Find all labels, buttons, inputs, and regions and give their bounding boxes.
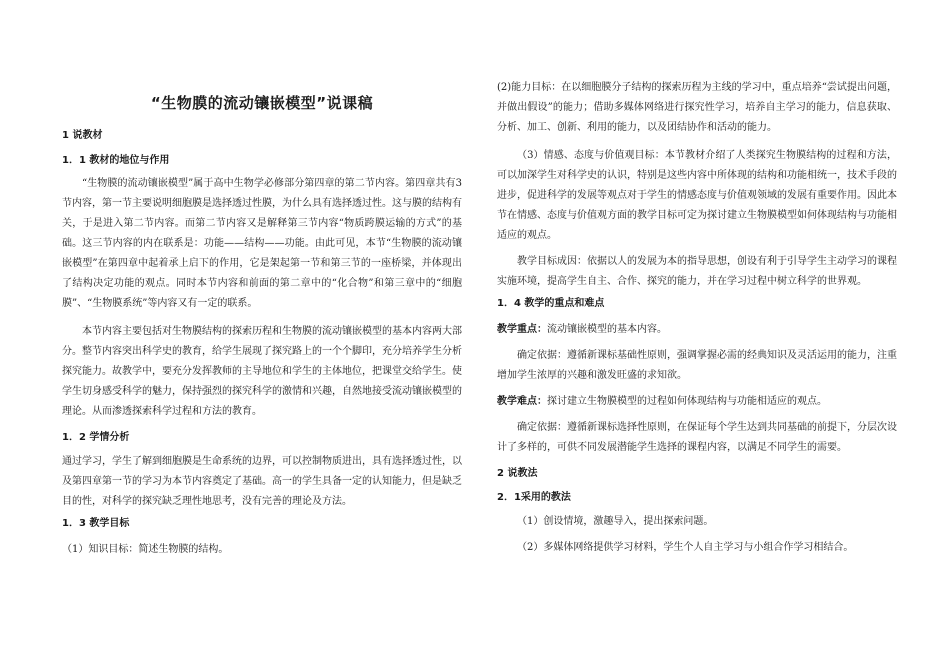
section-1-1-paragraph-2: 本节内容主要包括对生物膜结构的探索历程和生物膜的流动镶嵌模型的基本内容两大部分。整节内容突出科学史的教育，给学生展现了探究路上的一个个脚印，充分培养学生分析探究能力。故教学中，要充分发挥教师的主导地位和学生的主体地位，把课堂交给学生。使学生切身感受科学的魅力，保持强烈的探究科学的激情和兴趣，自然地接受流动镶嵌模型的理论。从而渗透探索科学过程和方法的教育。	[62, 326, 462, 417]
emotion-goal: （3）情感、态度与价值观目标：本节教材介绍了人类探究生物膜结构的过程和方法，可以加深学生对科学史的认识，特别是这些内容中所体现的结构和功能相统一，技术手段的进步，促进科学的发展等观点对于学生的情感态度与价值观领域的发展有重要作用。因此本节在情感、态度与价值观方面的教学目标可定为探讨建立生物膜模型如何体现结构与功能相适应的观点。	[497, 150, 897, 241]
difficult-point-label: 教学难点：	[497, 396, 547, 407]
method-1: （1）创设情境，激趣导入，提出探索问题。	[517, 516, 714, 527]
section-1-3-heading: 1．3 教学目标	[62, 518, 130, 529]
knowledge-goal: （1）知识目标：简述生物膜的结构。	[62, 544, 229, 555]
section-1-heading: 1 说教材	[62, 130, 103, 141]
section-1-1-heading: 1．1 教材的地位与作用	[62, 155, 170, 166]
section-1-1-paragraph-1: “生物膜的流动镶嵌模型”属于高中生物学必修部分第四章的第二节内容。第四章共有3节内容，第一节主要说明细胞膜是选择透过性膜，为什么具有选择透过性。这与膜的结构有关，于是进入第二节内容。而第二节内容又是解释第三节内容“物质跨膜运输的方式”的基础。这三节内容的内在联系是：功能——结构——功能。由此可见，本节“生物膜的流动镶嵌模型”在第四章中起着承上启下的作用，它是架起第一节和第三节的一座桥梁，并体现出了结构决定功能的观点。同时本节内容和前面的第二章中的“化合物”和第三章中的“细胞膜”、“生物膜系统”等内容又有一定的联系。	[62, 178, 462, 309]
key-point-basis: 确定依据：遵循新课标基础性原则，强调掌握必需的经典知识及灵活运用的能力，注重增加学生浓厚的兴趣和激发旺盛的求知欲。	[497, 350, 897, 381]
ability-goal: (2)能力目标：在以细胞膜分子结构的探索历程为主线的学习中，重点培养“尝试提出问题，并做出假设”的能力；借助多媒体网络进行探究性学习，培养自主学习的能力，信息获取、分析、加工、创新、利用的能力，以及团结协作和活动的能力。	[497, 82, 897, 133]
goal-basis: 教学目标成因：依据以人的发展为本的指导思想，创设有利于引导学生主动学习的课程实施环境，提高学生自主、合作、探究的能力，并在学习过程中树立科学的世界观。	[497, 256, 897, 287]
key-point	[497, 320, 897, 340]
section-1-2-paragraph: 通过学习，学生了解到细胞膜是生命系统的边界，可以控制物质进出，具有选择透过性，以及第四章第一节的学习为本节内容奠定了基础。高一的学生具备一定的认知能力，但是缺乏目的性，对科学的探究缺乏理性地思考，没有完善的理论及方法。	[62, 456, 462, 507]
difficult-point-basis: 确定依据：遵循新课标选择性原则，在保证每个学生达到共同基础的前提下，分层次设计了多样的，可供不同发展潜能学生选择的课程内容，以满足不同学生的需要。	[497, 422, 897, 453]
difficult-point-text: 探讨建立生物膜模型的过程如何体现结构与功能相适应的观点。	[547, 396, 827, 407]
section-1-4-heading: 1．4 教学的重点和难点	[497, 298, 605, 309]
method-2: （2）多媒体网络提供学习材料，学生个人自主学习与小组合作学习相结合。	[517, 542, 854, 553]
key-point-label: 教学重点：	[497, 324, 547, 335]
key-point-text: 流动镶嵌模型的基本内容。	[547, 324, 667, 335]
difficult-point	[497, 392, 897, 412]
document-title: “生物膜的流动镶嵌模型”说课稿	[150, 94, 374, 112]
section-1-2-heading: 1．2 学情分析	[62, 432, 130, 443]
section-2-1-heading: 2．1采用的教法	[497, 492, 571, 503]
section-2-heading: 2 说教法	[497, 468, 538, 479]
